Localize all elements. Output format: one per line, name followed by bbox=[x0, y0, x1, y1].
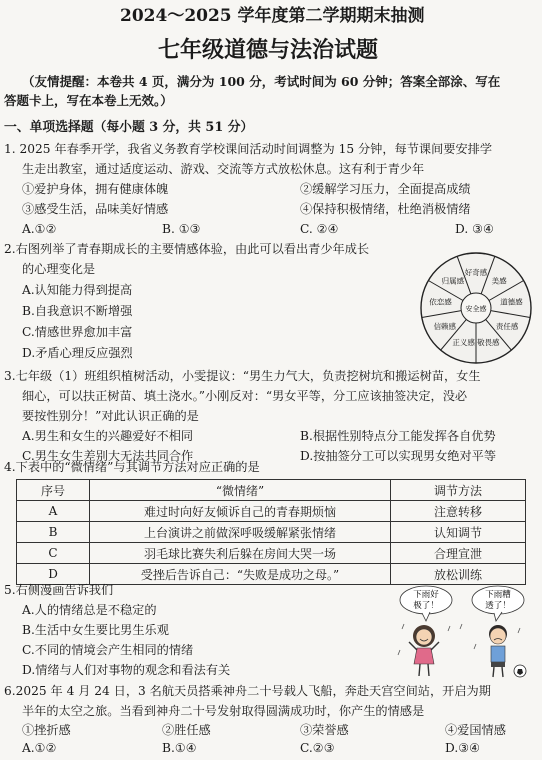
table-header-row bbox=[17, 480, 526, 501]
q6-statement-1: ①挫折感 bbox=[22, 723, 71, 737]
q6-option-d: D.③④ bbox=[445, 741, 481, 755]
q2-option-c: C.情感世界愈加丰富 bbox=[22, 325, 133, 339]
rain-cartoon bbox=[392, 584, 534, 680]
q6-stem-line-1: 6.2025 年 4 月 24 日，3 名航天员搭乘神舟二十号载人飞船，奔赴天宫空间站，开启为期 bbox=[4, 684, 491, 698]
q1-option-d: D. ③④ bbox=[455, 222, 494, 236]
q1-stem-line-2: 生走出教室，通过适度运动、游戏、交流等方式放松休息。这有利于青少年 bbox=[22, 162, 425, 176]
q1-statement-4: ④保持积极情绪，杜绝消极情绪 bbox=[300, 202, 471, 216]
table-cell: B bbox=[17, 522, 90, 543]
header-cell: 调节方法 bbox=[391, 480, 526, 501]
q5-option-c: C.不同的情境会产生相同的情绪 bbox=[22, 643, 194, 657]
q5-stem: 5.右侧漫画告诉我们 bbox=[4, 583, 114, 597]
q4-table bbox=[16, 479, 526, 585]
girl-bubble-text-2: 极了！ bbox=[413, 601, 439, 611]
table-cell: 认知调节 bbox=[391, 522, 526, 543]
q3-stem-line-1: 3.七年级（1）班组织植树活动，小雯提议：“男生力气大，负责挖树坑和搬运树苗，女生 bbox=[4, 369, 481, 383]
wheel-label: 敬畏感 bbox=[477, 337, 500, 347]
table-cell: A bbox=[17, 501, 90, 522]
header-cell: 序号 bbox=[17, 480, 90, 501]
q6-statement-2: ②胜任感 bbox=[162, 723, 211, 737]
q1-option-c: C. ②④ bbox=[300, 222, 339, 236]
q4-stem: 4.下表中的“微情绪”与其调节方法对应正确的是 bbox=[4, 460, 260, 474]
header-cell: “微情绪” bbox=[90, 480, 391, 501]
q2-option-b: B.自我意识不断增强 bbox=[22, 304, 133, 318]
q2-option-d: D.矛盾心理反应强烈 bbox=[22, 346, 133, 360]
q3-option-a: A.男生和女生的兴趣爱好不相同 bbox=[22, 429, 194, 443]
q1-stem-line-1: 1. 2025 年春季开学，我省义务教育学校课间活动时间调整为 15 分钟，每节课间要安排学 bbox=[4, 142, 493, 156]
girl-bubble-text-1: 下雨好 bbox=[413, 590, 439, 600]
q6-option-a: A.①② bbox=[22, 741, 57, 755]
q5-option-a: A.人的情绪总是不稳定的 bbox=[22, 603, 157, 617]
table-row bbox=[17, 522, 526, 543]
notice-line-1: （友情提醒：本卷共 4 页，满分为 100 分，考试时间为 60 分钟；答案全部涂、写在 bbox=[22, 74, 501, 89]
table-cell: C bbox=[17, 543, 90, 564]
q1-option-b: B. ①③ bbox=[162, 222, 201, 236]
q1-statement-2: ②缓解学习压力，全面提高成绩 bbox=[300, 182, 471, 196]
table-cell: 合理宣泄 bbox=[391, 543, 526, 564]
exam-title: 2024～2025 学年度第二学期期末抽测 bbox=[120, 6, 425, 26]
wheel-label: 美感 bbox=[491, 276, 507, 286]
q6-option-b: B.①④ bbox=[162, 741, 197, 755]
wheel-label: 依恋感 bbox=[429, 297, 452, 307]
q3-option-c: C.男生女生差别大无法共同合作 bbox=[22, 449, 194, 463]
table-cell: D bbox=[17, 564, 90, 585]
table-cell: 放松训练 bbox=[391, 564, 526, 585]
q1-statement-3: ③感受生活，品味美好情感 bbox=[22, 202, 169, 216]
wheel-center-label: 安全感 bbox=[465, 305, 487, 313]
q2-stem-line-2: 的心理变化是 bbox=[22, 262, 96, 276]
q6-stem-line-2: 半年的太空之旅。当看到神舟二十号发射取得圆满成功时，你产生的情感是 bbox=[22, 704, 425, 718]
boy-bubble-text-2: 透了！ bbox=[485, 601, 511, 611]
wheel-label: 归属感 bbox=[441, 276, 465, 286]
q1-option-a: A.①② bbox=[22, 222, 57, 236]
table-cell: 受挫后告诉自己：“失败是成功之母。” bbox=[90, 564, 391, 585]
table-row bbox=[17, 543, 526, 564]
section-heading: 一、单项选择题（每小题 3 分，共 51 分） bbox=[4, 120, 254, 135]
sad-boy-figure bbox=[489, 625, 526, 677]
exam-subtitle: 七年级道德与法治试题 bbox=[158, 38, 379, 63]
wheel-label: 信赖感 bbox=[433, 322, 457, 331]
emotion-wheel-diagram bbox=[418, 250, 534, 366]
q5-option-d: D.情绪与人们对事物的观念和看法有关 bbox=[22, 663, 231, 677]
table-cell: 羽毛球比赛失利后躲在房间大哭一场 bbox=[90, 543, 391, 564]
boy-bubble-text-1: 下雨糟 bbox=[485, 590, 511, 600]
q2-stem-line-1: 2.右图列举了青春期成长的主要情感体验，由此可以看出青少年成长 bbox=[4, 242, 370, 256]
table-cell: 注意转移 bbox=[391, 501, 526, 522]
table-row bbox=[17, 564, 526, 585]
q3-option-d: D.按抽签分工可以实现男女绝对平等 bbox=[300, 449, 497, 463]
q2-option-a: A.认知能力得到提高 bbox=[22, 283, 133, 297]
table-row bbox=[17, 501, 526, 522]
notice-line-2: 答题卡上，写在本卷上无效。） bbox=[4, 93, 173, 108]
table-cell: 难过时向好友倾诉自己的青春期烦恼 bbox=[90, 501, 391, 522]
wheel-label: 道德感 bbox=[500, 297, 523, 307]
q6-statement-3: ③荣誉感 bbox=[300, 723, 349, 737]
happy-girl-figure bbox=[409, 625, 439, 676]
q6-statement-4: ④爱国情感 bbox=[445, 723, 506, 737]
q6-option-c: C.②③ bbox=[300, 741, 335, 755]
q3-stem-line-2: 细心，可以扶正树苗、填土浇水。”小刚反对：“男女平等，分工应该抽签决定，没必 bbox=[22, 389, 468, 403]
q1-statement-1: ①爱护身体，拥有健康体魄 bbox=[22, 182, 169, 196]
table-cell: 上台演讲之前做深呼吸缓解紧张情绪 bbox=[90, 522, 391, 543]
q3-option-b: B.根据性别特点分工能发挥各自优势 bbox=[300, 429, 496, 443]
q3-stem-line-3: 要按性别分！”对此认识正确的是 bbox=[22, 409, 199, 423]
q5-option-b: B.生活中女生要比男生乐观 bbox=[22, 623, 169, 637]
wheel-label: 责任感 bbox=[495, 322, 519, 331]
wheel-label: 正义感 bbox=[452, 337, 475, 347]
wheel-label: 好奇感 bbox=[464, 268, 488, 277]
